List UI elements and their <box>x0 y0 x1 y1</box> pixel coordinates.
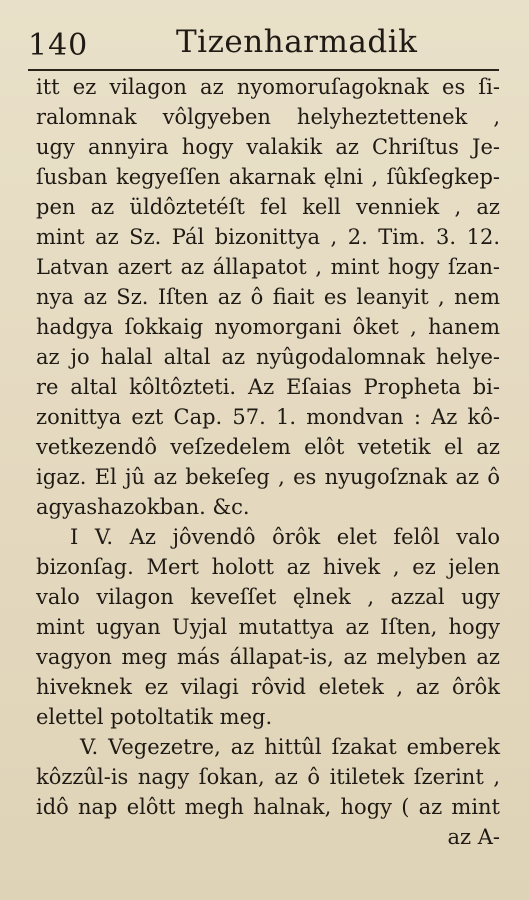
text-line: bizonſag. Mert holott az hivek , ez jelen <box>36 555 500 579</box>
text-line: re altal kôltôzteti. Az Eſaias Propheta bi- <box>36 375 500 399</box>
text-line: vetkezendô veſzedelem elôt vetetik el az <box>36 435 500 459</box>
text-line: ralomnak vôlgyeben helyheztettenek , <box>36 105 500 129</box>
text-line: ugy annyira hogy valakik az Chriſtus Je- <box>36 135 500 159</box>
text-line: pen az üldôztetéſt fel kell venniek , az <box>36 195 500 219</box>
text-line: igaz. El jû az bekeſeg , es nyugoſznak az ô <box>36 465 500 489</box>
text-line: itt ez vilagon az nyomoruſagoknak es ſi- <box>36 75 500 99</box>
text-line: idô nap elôtt megh halnak, hogy ( az mint <box>36 795 500 819</box>
running-head: Tizenharmadik <box>176 24 418 60</box>
catchword: az A- <box>447 825 500 849</box>
text-line: az jo halal altal az nyûgodalomnak helye- <box>36 345 500 369</box>
text-line: mint ugyan Uyjal mutattya az Iſten, hogy <box>36 615 500 639</box>
text-line: ſusban kegyeſſen akarnak ęlni , ſûkſegkep- <box>36 165 500 189</box>
text-line: mint az Sz. Pál bizonittya , 2. Tim. 3. 12. <box>36 225 500 249</box>
text-line: I V. Az jôvendô ôrôk elet felôl valo <box>70 525 500 549</box>
text-line: V. Vegezetre, az hittûl ſzakat emberek <box>80 735 500 759</box>
page-number: 140 <box>28 28 89 63</box>
text-line: vagyon meg más állapat-is, az melyben az <box>36 645 500 669</box>
text-line: valo vilagon keveſſet ęlnek , azzal ugy <box>36 585 500 609</box>
text-line: agyashazokban. &c. <box>36 495 250 519</box>
text-line: hiveknek ez vilagi rôvid eletek , az ôrôk <box>36 675 500 699</box>
text-line: Latvan azert az állapatot , mint hogy ſzan- <box>36 255 500 279</box>
text-line: elettel potoltatik meg. <box>36 705 273 729</box>
text-line: zonittya ezt Cap. 57. 1. mondvan : Az kô- <box>36 405 500 429</box>
text-line: kôzzûl-is nagy ſokan, az ô itiletek ſzerint , <box>36 765 500 789</box>
text-line: nya az Sz. Iſten az ô fiait es leanyit , nem <box>36 285 500 309</box>
text-line: hadgya ſokkaig nyomorgani ôket , hanem <box>36 315 500 339</box>
